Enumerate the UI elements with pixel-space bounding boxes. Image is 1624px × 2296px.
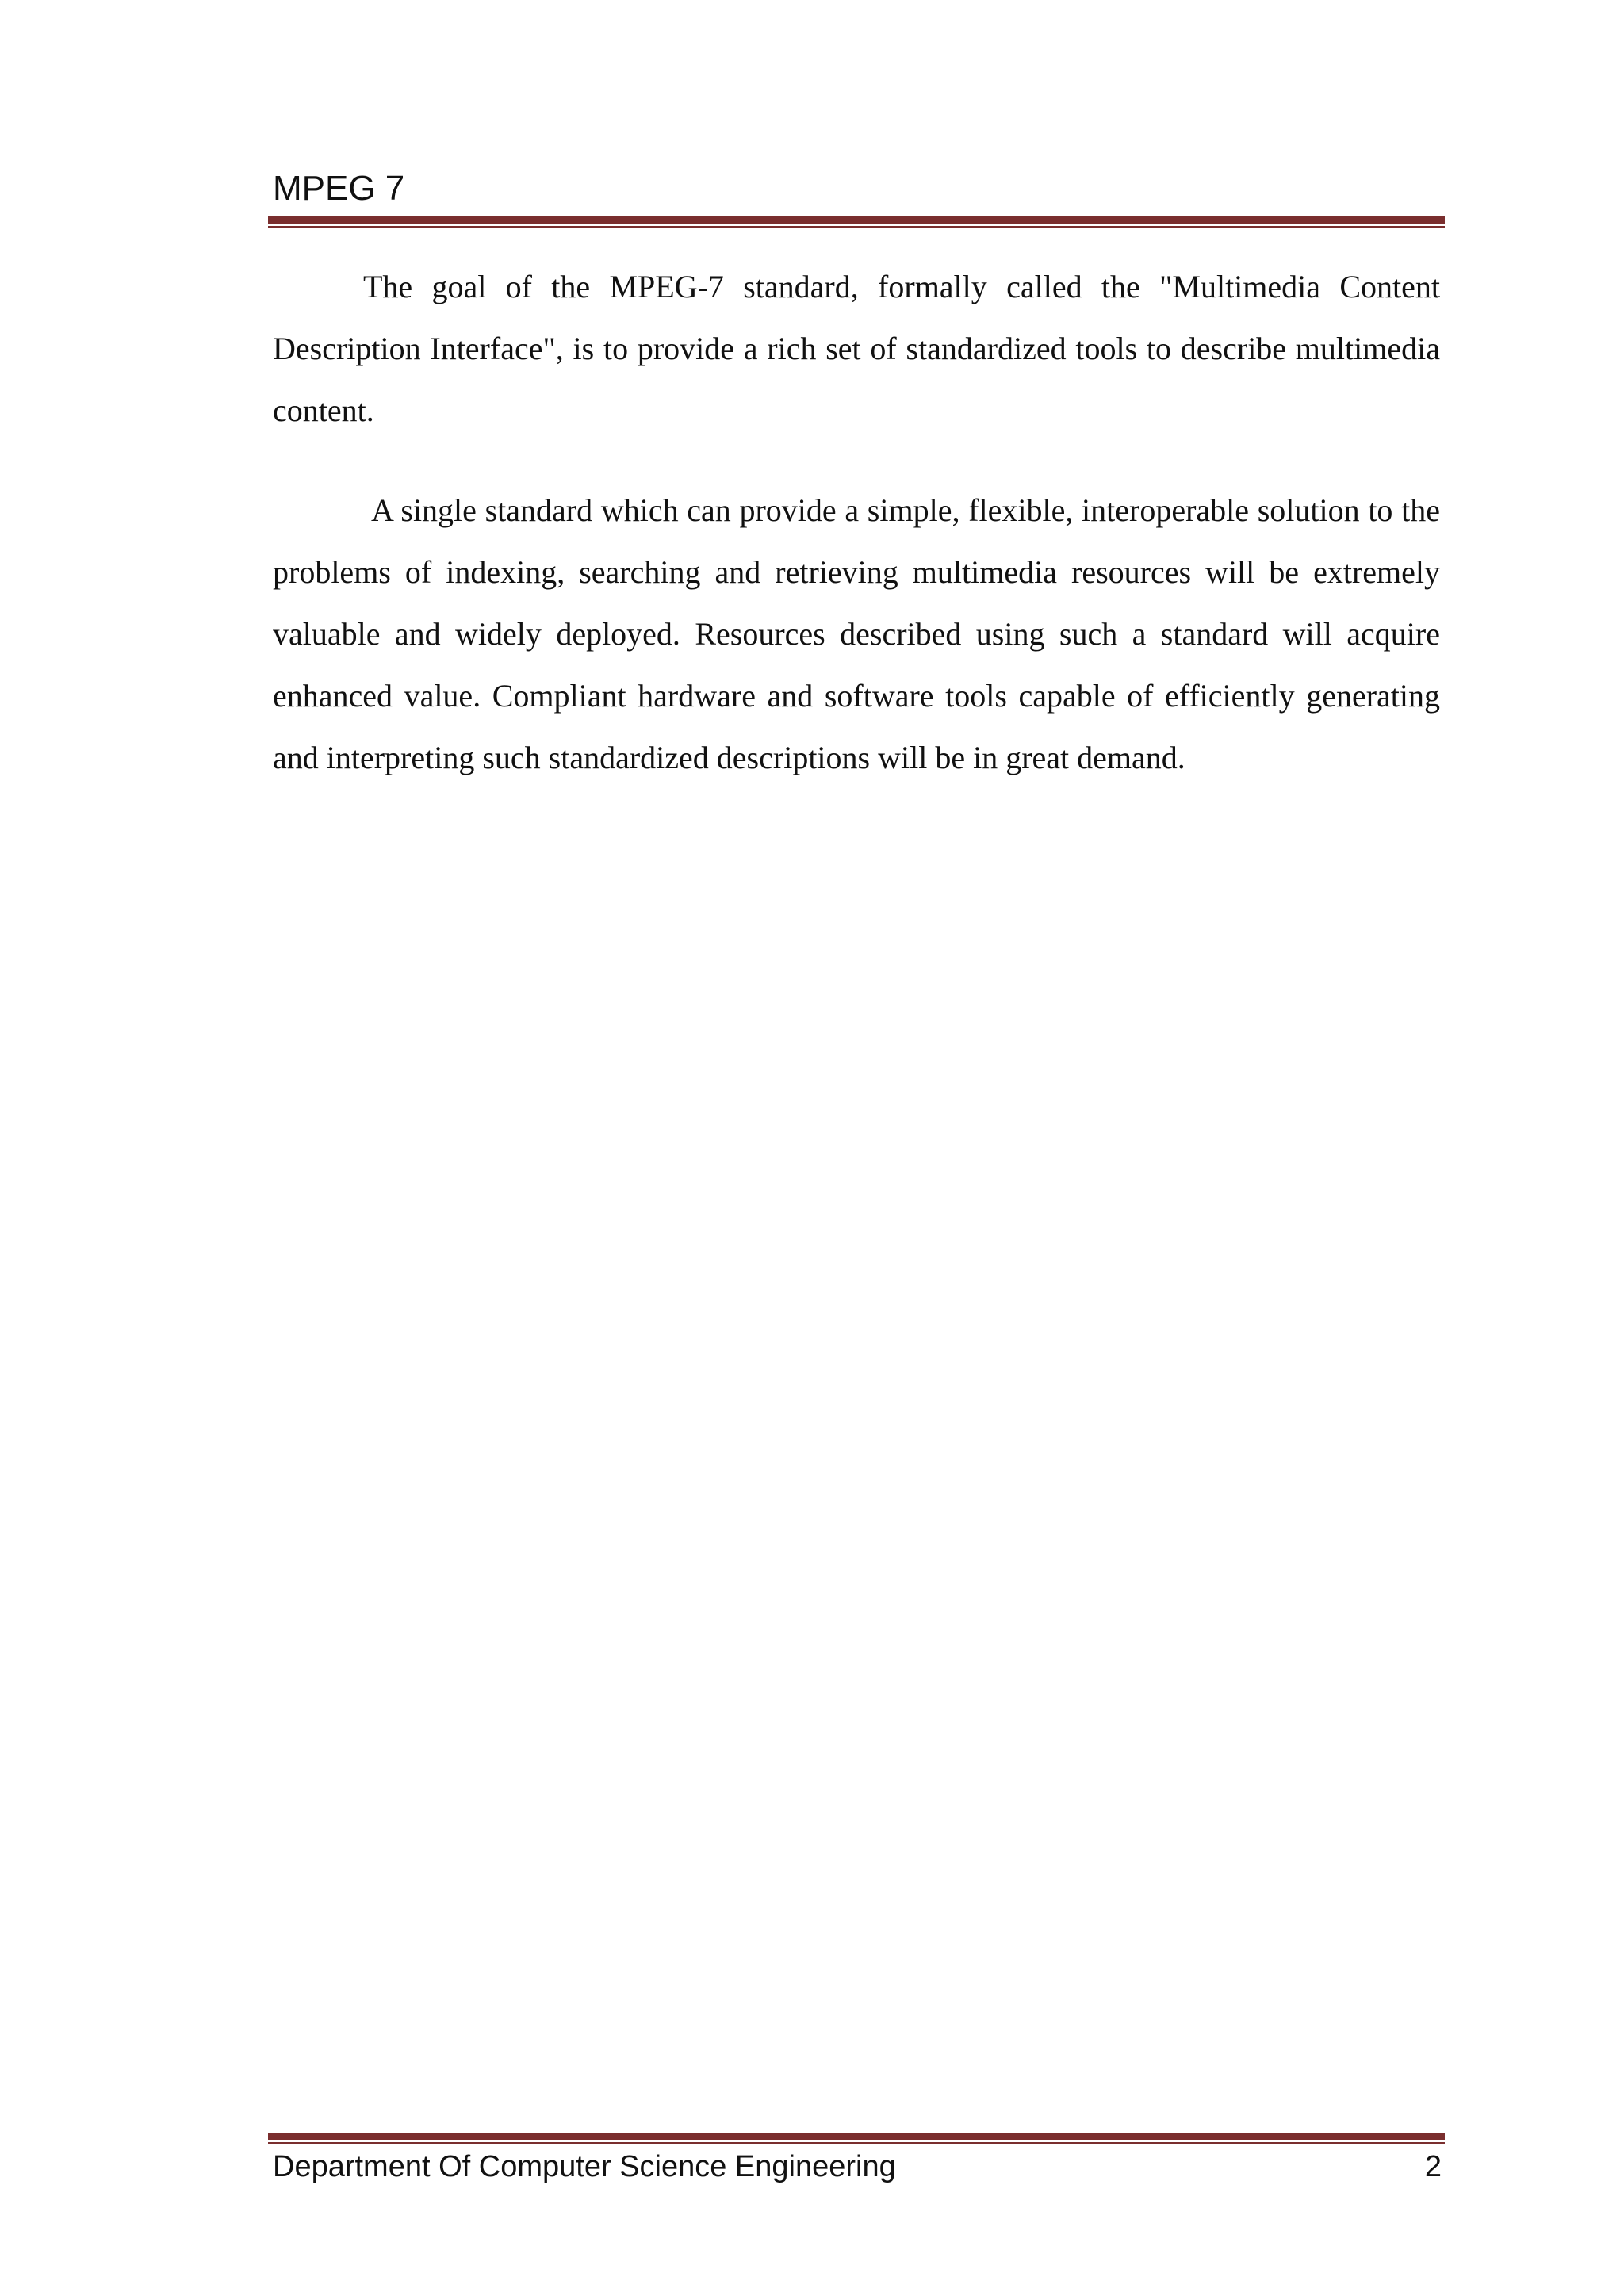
running-header-title: MPEG 7 — [273, 169, 405, 208]
footer-rule-thick — [268, 2133, 1445, 2140]
paragraph-1: The goal of the MPEG-7 standard, formally called the "Multimedia Content Description Interface", is to provide a rich set of standardized tools to describe multimedia content. — [273, 269, 1440, 428]
page-number: 2 — [1424, 2150, 1442, 2183]
header-rule-thick — [268, 216, 1445, 224]
footer-rule-thin — [268, 2142, 1445, 2144]
header-rule-thin — [268, 226, 1445, 228]
footer-department: Department Of Computer Science Engineering — [273, 2150, 896, 2183]
paragraph-2: A single standard which can provide a simple, flexible, interoperable solution to the problems of indexing, searching and retrieving multimedia resources will be extremely valuable and widely deployed. Resources described using such a standard will acquire enhanced value. Compliant hardware and software tools capable of efficiently generating and interpreting such standardized descriptions will be in great demand. — [273, 492, 1440, 775]
